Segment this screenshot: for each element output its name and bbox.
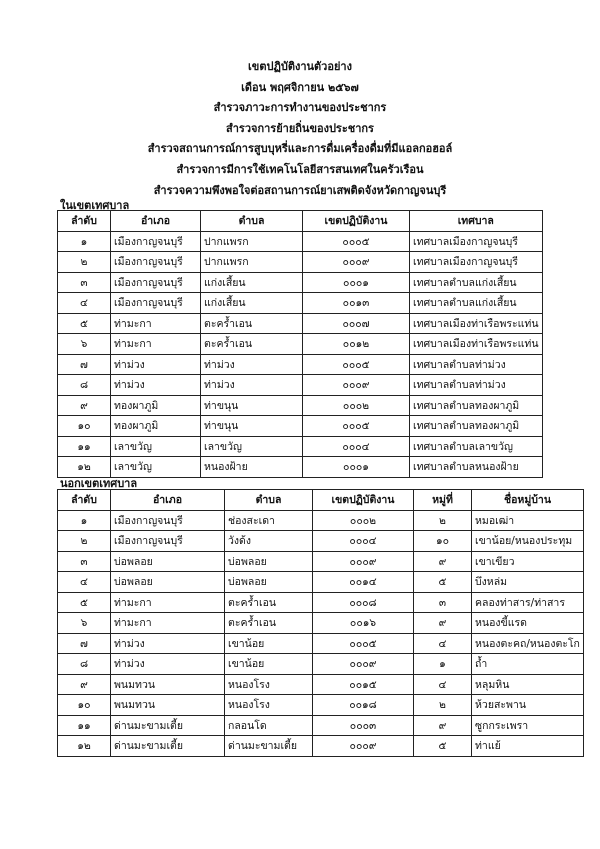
- cell-subdistrict: ท่าขนุน: [201, 395, 303, 416]
- cell-work-area: ๐๐๐๙: [313, 654, 414, 675]
- col-header-village-no: หมู่ที่: [414, 490, 472, 511]
- cell-subdistrict: เขาน้อย: [225, 654, 313, 675]
- cell-work-area: ๐๐๐๒: [313, 510, 414, 531]
- cell-district: พนมทวน: [111, 695, 225, 716]
- cell-district: ทองผาภูมิ: [111, 395, 201, 416]
- cell-district: เมืองกาญจนบุรี: [111, 252, 201, 273]
- col-header-work-area: เขตปฏิบัติงาน: [303, 211, 410, 232]
- cell-order: ๑๑: [58, 436, 111, 457]
- cell-order: ๙: [58, 395, 111, 416]
- cell-subdistrict: หนองฝ้าย: [201, 457, 303, 478]
- table-row: [58, 293, 543, 314]
- cell-order: ๑๐: [58, 695, 111, 716]
- cell-work-area: ๐๐๐๕: [303, 416, 410, 437]
- cell-district: ท่าม่วง: [111, 633, 225, 654]
- cell-order: ๘: [58, 375, 111, 396]
- cell-work-area: ๐๐๐๔: [313, 531, 414, 552]
- non-municipal-table: [57, 489, 584, 757]
- cell-municipality: เทศบาลตำบลแก่งเสี้ยน: [410, 272, 543, 293]
- cell-municipality: เทศบาลเมืองกาญจนบุรี: [410, 231, 543, 252]
- table-row: [58, 613, 584, 634]
- table-row: [58, 334, 543, 355]
- table-row: [58, 313, 543, 334]
- cell-village-no: ๒: [414, 510, 472, 531]
- cell-subdistrict: หนองโรง: [225, 674, 313, 695]
- cell-village-no: ๑๐: [414, 531, 472, 552]
- cell-municipality: เทศบาลตำบลแก่งเสี้ยน: [410, 293, 543, 314]
- cell-subdistrict: แก่งเสี้ยน: [201, 293, 303, 314]
- cell-subdistrict: ตะคร้ำเอน: [201, 334, 303, 355]
- cell-work-area: ๐๐๐๓: [313, 715, 414, 736]
- cell-work-area: ๐๐๐๑: [303, 272, 410, 293]
- cell-district: ท่ามะกา: [111, 592, 225, 613]
- cell-district: บ่อพลอย: [111, 551, 225, 572]
- cell-district: ท่าม่วง: [111, 654, 225, 675]
- cell-village-name: ห้วยสะพาน: [472, 695, 584, 716]
- cell-subdistrict: ท่าม่วง: [201, 375, 303, 396]
- cell-order: ๕: [58, 592, 111, 613]
- table-row: [58, 633, 584, 654]
- cell-order: ๓: [58, 551, 111, 572]
- cell-order: ๑: [58, 510, 111, 531]
- table-row: [58, 354, 543, 375]
- cell-district: เมืองกาญจนบุรี: [111, 531, 225, 552]
- header-line: สำรวจการย้ายถิ่นของประชากร: [226, 121, 374, 135]
- cell-district: เมืองกาญจนบุรี: [111, 231, 201, 252]
- cell-subdistrict: วังด้ง: [225, 531, 313, 552]
- cell-district: เมืองกาญจนบุรี: [111, 293, 201, 314]
- cell-village-name: ถ้ำ: [472, 654, 584, 675]
- cell-village-no: ๔: [414, 674, 472, 695]
- table-header-row: [58, 211, 543, 232]
- col-header-district: อำเภอ: [111, 211, 201, 232]
- cell-subdistrict: เลาขวัญ: [201, 436, 303, 457]
- cell-subdistrict: บ่อพลอย: [225, 551, 313, 572]
- cell-village-name: เขาน้อย/หนองประทุม: [472, 531, 584, 552]
- table-row: [58, 231, 543, 252]
- cell-work-area: ๐๐๐๘: [313, 592, 414, 613]
- cell-village-name: ซูกกระเพรา: [472, 715, 584, 736]
- cell-subdistrict: เขาน้อย: [225, 633, 313, 654]
- cell-district: ท่ามะกา: [111, 313, 201, 334]
- header-line: สำรวจความพึงพอใจต่อสถานการณ์ยาเสพติดจังหวัดกาญจนบุรี: [153, 183, 447, 197]
- cell-order: ๑๑: [58, 715, 111, 736]
- cell-subdistrict: แก่งเสี้ยน: [201, 272, 303, 293]
- cell-district: ทองผาภูมิ: [111, 416, 201, 437]
- table-row: [58, 695, 584, 716]
- cell-municipality: เทศบาลตำบลเลาขวัญ: [410, 436, 543, 457]
- cell-subdistrict: หนองโรง: [225, 695, 313, 716]
- cell-order: ๙: [58, 674, 111, 695]
- non-municipal-section-title: นอกเขตเทศบาล: [60, 477, 138, 490]
- cell-order: ๒: [58, 531, 111, 552]
- cell-order: ๑: [58, 231, 111, 252]
- cell-village-name: เขาเขียว: [472, 551, 584, 572]
- document-header: [0, 57, 600, 201]
- cell-village-no: ๕: [414, 736, 472, 757]
- header-line: เขตปฏิบัติงานตัวอย่าง: [248, 60, 352, 73]
- cell-subdistrict: ปากแพรก: [201, 231, 303, 252]
- table-row: [58, 252, 543, 273]
- cell-subdistrict: ตะคร้ำเอน: [225, 592, 313, 613]
- cell-subdistrict: ตะคร้ำเอน: [201, 313, 303, 334]
- col-header-subdistrict: ตำบล: [201, 211, 303, 232]
- cell-work-area: ๐๐๐๕: [313, 633, 414, 654]
- cell-work-area: ๐๐๐๙: [303, 252, 410, 273]
- cell-village-name: หลุมหิน: [472, 674, 584, 695]
- cell-district: พนมทวน: [111, 674, 225, 695]
- cell-municipality: เทศบาลตำบลท่าม่วง: [410, 354, 543, 375]
- col-header-subdistrict: ตำบล: [225, 490, 313, 511]
- cell-order: ๖: [58, 334, 111, 355]
- cell-work-area: ๐๐๐๙: [303, 375, 410, 396]
- table-row: [58, 436, 543, 457]
- table-row: [58, 272, 543, 293]
- cell-district: ท่าม่วง: [111, 354, 201, 375]
- cell-village-name: หนองขี้แรด: [472, 613, 584, 634]
- cell-work-area: ๐๐๐๑: [303, 457, 410, 478]
- table-row: [58, 654, 584, 675]
- municipal-section-title: ในเขตเทศบาล: [60, 199, 130, 212]
- cell-district: ท่ามะกา: [111, 334, 201, 355]
- table-row: [58, 416, 543, 437]
- cell-work-area: ๐๐๐๒: [303, 395, 410, 416]
- header-line: สำรวจการมีการใช้เทคโนโลยีสารสนเทศในครัวเรือน: [176, 162, 424, 176]
- cell-order: ๑๒: [58, 457, 111, 478]
- cell-subdistrict: ปากแพรก: [201, 252, 303, 273]
- cell-district: เลาขวัญ: [111, 436, 201, 457]
- table-row: [58, 715, 584, 736]
- cell-village-name: ท่าแย้: [472, 736, 584, 757]
- cell-village-no: ๙: [414, 551, 472, 572]
- cell-order: ๒: [58, 252, 111, 273]
- table-row: [58, 572, 584, 593]
- table-row: [58, 375, 543, 396]
- cell-municipality: เทศบาลตำบลทองผาภูมิ: [410, 395, 543, 416]
- cell-district: เมืองกาญจนบุรี: [111, 510, 225, 531]
- cell-village-no: ๙: [414, 715, 472, 736]
- cell-subdistrict: กลอนโด: [225, 715, 313, 736]
- cell-district: ด่านมะขามเตี้ย: [111, 736, 225, 757]
- cell-work-area: ๐๐๐๙: [313, 551, 414, 572]
- cell-order: ๔: [58, 572, 111, 593]
- cell-order: ๕: [58, 313, 111, 334]
- cell-district: ด่านมะขามเตี้ย: [111, 715, 225, 736]
- cell-order: ๑๐: [58, 416, 111, 437]
- cell-district: ท่ามะกา: [111, 613, 225, 634]
- cell-work-area: ๐๐๑๘: [313, 695, 414, 716]
- col-header-order: ลำดับ: [58, 211, 111, 232]
- cell-order: ๔: [58, 293, 111, 314]
- cell-village-no: ๒: [414, 695, 472, 716]
- col-header-district: อำเภอ: [111, 490, 225, 511]
- cell-subdistrict: ช่องสะเดา: [225, 510, 313, 531]
- cell-work-area: ๐๐๑๕: [313, 674, 414, 695]
- cell-village-no: ๑: [414, 654, 472, 675]
- cell-subdistrict: ท่าม่วง: [201, 354, 303, 375]
- col-header-work-area: เขตปฏิบัติงาน: [313, 490, 414, 511]
- table-row: [58, 395, 543, 416]
- header-line: เดือน พฤศจิกายน ๒๕๖๗: [241, 80, 359, 94]
- table-row: [58, 551, 584, 572]
- cell-order: ๗: [58, 633, 111, 654]
- cell-municipality: เทศบาลตำบลหนองฝ้าย: [410, 457, 543, 478]
- cell-order: ๓: [58, 272, 111, 293]
- cell-subdistrict: บ่อพลอย: [225, 572, 313, 593]
- cell-village-name: หนองตะคถ/หนองตะโก: [472, 633, 584, 654]
- table-row: [58, 736, 584, 757]
- cell-subdistrict: ตะคร้ำเอน: [225, 613, 313, 634]
- cell-village-no: ๓: [414, 592, 472, 613]
- header-line: สำรวจภาวะการทำงานของประชากร: [213, 101, 387, 115]
- table-row: [58, 592, 584, 613]
- cell-order: ๘: [58, 654, 111, 675]
- col-header-municipality: เทศบาล: [410, 211, 543, 232]
- cell-village-no: ๔: [414, 633, 472, 654]
- cell-district: บ่อพลอย: [111, 572, 225, 593]
- col-header-village-name: ชื่อหมู่บ้าน: [472, 490, 584, 511]
- cell-work-area: ๐๐๐๙: [313, 736, 414, 757]
- municipal-table: [57, 210, 543, 478]
- cell-village-name: คลองท่าสาร/ท่าสาร: [472, 592, 584, 613]
- cell-work-area: ๐๐๐๕: [303, 354, 410, 375]
- cell-municipality: เทศบาลเมืองท่าเรือพระแท่น: [410, 334, 543, 355]
- cell-work-area: ๐๐๑๖: [313, 613, 414, 634]
- cell-work-area: ๐๐๑๔: [313, 572, 414, 593]
- cell-village-name: บึงหล่ม: [472, 572, 584, 593]
- cell-order: ๖: [58, 613, 111, 634]
- cell-district: เลาขวัญ: [111, 457, 201, 478]
- table-row: [58, 674, 584, 695]
- table-row: [58, 531, 584, 552]
- col-header-order: ลำดับ: [58, 490, 111, 511]
- cell-work-area: ๐๐๐๕: [303, 231, 410, 252]
- cell-subdistrict: ท่าขนุน: [201, 416, 303, 437]
- cell-work-area: ๐๐๑๓: [303, 293, 410, 314]
- cell-district: เมืองกาญจนบุรี: [111, 272, 201, 293]
- cell-village-no: ๕: [414, 572, 472, 593]
- cell-order: ๑๒: [58, 736, 111, 757]
- cell-municipality: เทศบาลเมืองท่าเรือพระแท่น: [410, 313, 543, 334]
- cell-subdistrict: ด่านมะขามเตี้ย: [225, 736, 313, 757]
- cell-municipality: เทศบาลตำบลท่าม่วง: [410, 375, 543, 396]
- cell-work-area: ๐๐๐๗: [303, 313, 410, 334]
- cell-order: ๗: [58, 354, 111, 375]
- cell-district: ท่าม่วง: [111, 375, 201, 396]
- cell-work-area: ๐๐๐๔: [303, 436, 410, 457]
- cell-village-name: หมอเฒ่า: [472, 510, 584, 531]
- table-row: [58, 510, 584, 531]
- cell-work-area: ๐๐๑๒: [303, 334, 410, 355]
- table-header-row: [58, 490, 584, 511]
- header-line: สำรวจสถานการณ์การสูบบุหรี่และการดื่มเครื่องดื่มที่มีแอลกอฮอล์: [147, 142, 453, 156]
- cell-municipality: เทศบาลตำบลทองผาภูมิ: [410, 416, 543, 437]
- cell-village-no: ๙: [414, 613, 472, 634]
- cell-municipality: เทศบาลเมืองกาญจนบุรี: [410, 252, 543, 273]
